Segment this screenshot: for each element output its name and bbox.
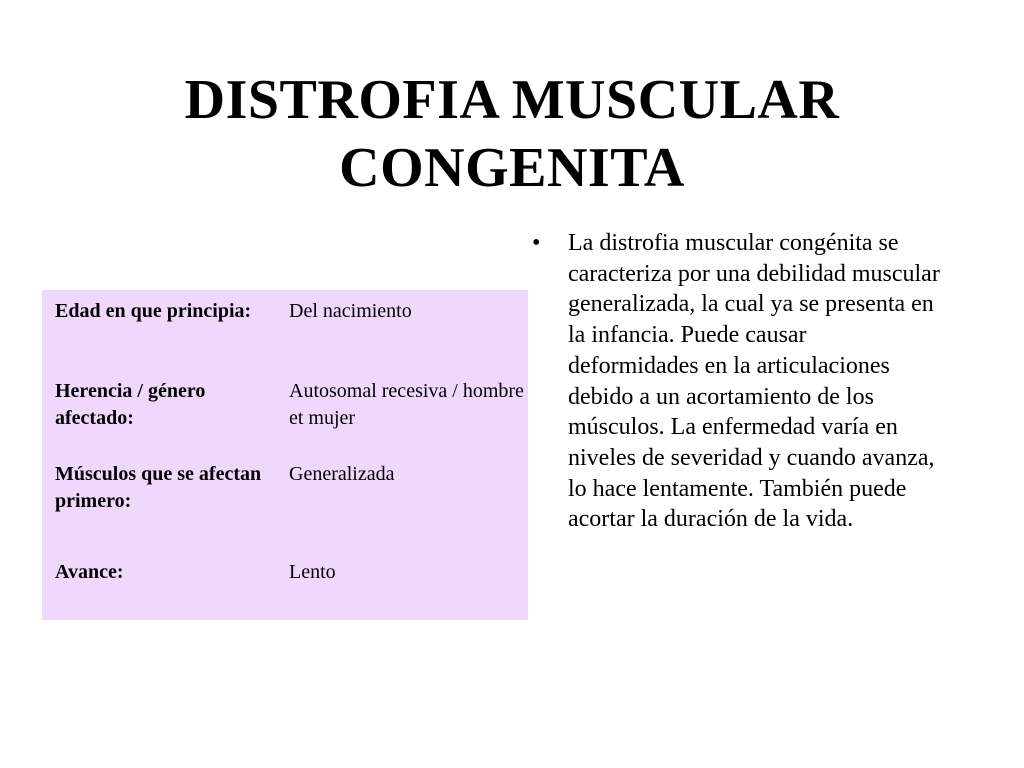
table-row [42, 461, 528, 553]
row-label-age-onset: Edad en que principia: [55, 300, 252, 322]
row-value-age-onset: Del nacimiento [289, 300, 412, 322]
table-row [42, 378, 528, 462]
title-line-1: DISTROFIA MUSCULAR [184, 69, 840, 131]
row-label-inheritance: Herencia / género afectado: [55, 379, 206, 429]
bullet-marker: • [532, 230, 541, 256]
table-row [42, 290, 528, 378]
table-row [42, 553, 528, 620]
row-label-muscles: Músculos que se afectan primero: [55, 463, 262, 513]
title-line-2: CONGENITA [339, 137, 685, 199]
row-value-progression: Lento [289, 560, 336, 583]
row-label-progression: Avance: [55, 560, 124, 583]
row-value-muscles: Generalizada [289, 463, 395, 486]
row-value-inheritance: Autosomal recesiva / hombre et mujer [289, 379, 524, 429]
info-table [42, 290, 528, 620]
list-item [530, 228, 940, 535]
description-list [530, 228, 940, 535]
slide-title [0, 66, 1024, 202]
description-text: La distrofia muscular congénita se caracteriza por una debilidad muscular generalizada, la cual ya se presenta en la infancia. Puede causar deformidades en la articulaciones debido a un acortamiento de los músculos. La enfermedad varía en niveles de severidad y cuando avanza, lo hace lentamente. También puede acortar la duración de la vida. [568, 230, 940, 533]
